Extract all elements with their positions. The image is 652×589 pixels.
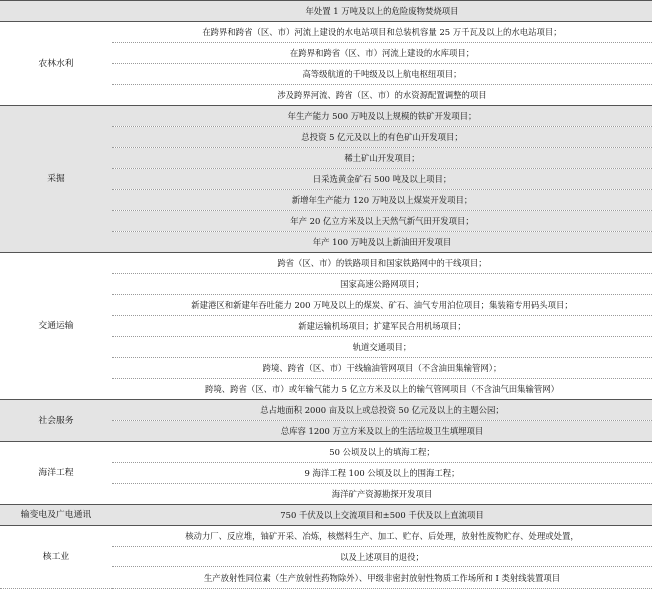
project-cell: 总占地面积 2000 亩及以上或总投资 50 亿元及以上的主题公园； xyxy=(112,400,652,421)
project-cell: 750 千伏及以上交流项目和±500 千伏及以上直流项目 xyxy=(112,505,652,526)
project-cell: 年产 20 亿立方米及以上天然气新气田开发项目； xyxy=(112,211,652,232)
project-cell: 新建港区和新建年吞吐能力 200 万吨及以上的煤炭、矿石、油气专用泊位项目；集装箱专用码头项目； xyxy=(112,295,652,316)
table-row xyxy=(0,106,652,127)
table-row xyxy=(0,253,652,274)
category-cell: 输变电及广电通讯 xyxy=(0,505,112,526)
project-cell: 跨省（区、市）的铁路项目和国家铁路网中的干线项目； xyxy=(112,253,652,274)
category-cell: 海洋工程 xyxy=(0,442,112,505)
project-cell: 涉及跨界河流、跨省（区、市）的水资源配置调整的项目 xyxy=(112,85,652,106)
project-cell: 总库容 1200 万立方米及以上的生活垃圾卫生填埋项目 xyxy=(112,421,652,442)
project-cell: 新增年生产能力 120 万吨及以上煤炭开发项目； xyxy=(112,190,652,211)
category-cell: 农林水利 xyxy=(0,22,112,106)
project-cell: 稀土矿山开发项目； xyxy=(112,148,652,169)
project-cell: 海洋矿产资源勘探开发项目 xyxy=(112,484,652,505)
project-table-body xyxy=(0,1,652,589)
project-cell: 跨境、跨省（区、市）或年输气能力 5 亿立方米及以上的输气管网项目（不含油气田集输管网） xyxy=(112,379,652,400)
project-cell: 跨境、跨省（区、市）干线输油管网项目（不含油田集输管网）； xyxy=(112,358,652,379)
project-cell: 生产放射性同位素（生产放射性药物除外）、甲级非密封放射性物质工作场所和 I 类射线装置项目 xyxy=(112,567,652,589)
table-row xyxy=(0,22,652,43)
table-row xyxy=(0,505,652,526)
table-row xyxy=(0,526,652,547)
project-cell: 总投资 5 亿元及以上的有色矿山开发项目； xyxy=(112,127,652,148)
category-cell: 社会服务 xyxy=(0,400,112,442)
project-cell: 核动力厂、反应堆，铀矿开采、冶炼，核燃料生产、加工、贮存、后处理，放射性废物贮存、处理或处置， xyxy=(112,526,652,547)
table-row xyxy=(0,400,652,421)
category-cell: 核工业 xyxy=(0,526,112,589)
table-row xyxy=(0,442,652,463)
project-cell: 轨道交通项目； xyxy=(112,337,652,358)
project-cell: 年产 100 万吨及以上新油田开发项目 xyxy=(112,232,652,253)
project-cell: 在跨界和跨省（区、市）河流上建设的水电站项目和总装机容量 25 万千瓦及以上的水电站项目； xyxy=(112,22,652,43)
project-cell: 50 公顷及以上的填海工程； xyxy=(112,442,652,463)
table-row xyxy=(0,1,652,22)
project-cell: 年处置 1 万吨及以上的危险废物焚烧项目 xyxy=(112,1,652,22)
project-cell: 在跨界和跨省（区、市）河流上建设的水库项目； xyxy=(112,43,652,64)
category-cell: 交通运输 xyxy=(0,253,112,400)
project-cell: 新建运输机场项目；扩建军民合用机场项目； xyxy=(112,316,652,337)
project-cell: 高等级航道的千吨级及以上航电枢纽项目； xyxy=(112,64,652,85)
project-cell: 年生产能力 500 万吨及以上规模的铁矿开发项目； xyxy=(112,106,652,127)
category-cell xyxy=(0,1,112,22)
category-cell: 采掘 xyxy=(0,106,112,253)
project-cell: 日采选黄金矿石 500 吨及以上项目； xyxy=(112,169,652,190)
project-cell: 9 海洋工程 100 公顷及以上的围海工程； xyxy=(112,463,652,484)
project-cell: 国家高速公路网项目； xyxy=(112,274,652,295)
project-cell: 以及上述项目的退役； xyxy=(112,547,652,567)
